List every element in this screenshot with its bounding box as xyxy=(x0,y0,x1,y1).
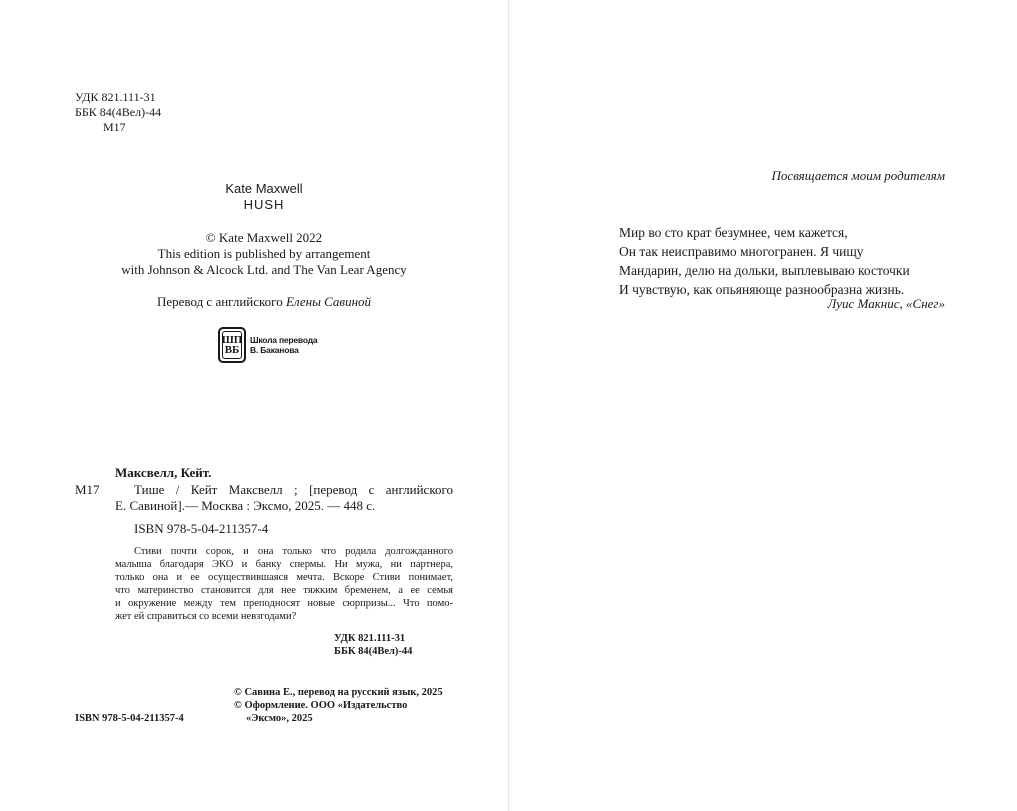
author-mark: М17 xyxy=(103,120,126,134)
catalog-entry-line-1: Тише / Кейт Максвелл ; [перевод с английского xyxy=(134,482,453,497)
publisher-logo xyxy=(218,327,317,363)
copyright-design: © Оформление. ООО «Издательство xyxy=(234,700,408,711)
annotation-line: малыша благодаря ЭКО и банку спермы. Ни мужа, ни партнера, xyxy=(115,559,453,570)
copyright-translation: © Савина Е., перевод на русский язык, 2025 xyxy=(234,687,443,698)
annotation-line: что материнство становится для нее тяжким бременем, а ее семья xyxy=(115,585,453,596)
edition-line-1: This edition is published by arrangement xyxy=(157,246,371,261)
catalog-heading: Максвелл, Кейт. xyxy=(115,465,212,480)
dedication: Посвящается моим родителям xyxy=(771,168,945,183)
annotation-line: и окружение между тем преподносят новые сюрпризы... Что помо- xyxy=(115,598,453,609)
edition-line-2: with Johnson & Alcock Ltd. and The Van Lear Agency xyxy=(121,262,407,277)
logo-mark-line-1: ШП xyxy=(221,334,243,346)
annotation-line: жет ей справиться со всеми невзгодами? xyxy=(115,611,297,622)
translator-name: Елены Савиной xyxy=(285,294,372,309)
logo-text-line-1: Школа перевода xyxy=(250,335,318,345)
original-copyright: © Kate Maxwell 2022 xyxy=(205,230,323,245)
right-page xyxy=(509,0,1017,811)
bbk-code: ББК 84(4Вел)-44 xyxy=(75,105,162,119)
left-page xyxy=(0,0,508,811)
school-logo-icon xyxy=(218,327,246,363)
translation-prefix: Перевод с английского xyxy=(156,294,286,309)
copyright-design-cont: «Эксмо», 2025 xyxy=(246,713,313,724)
epigraph-attribution: Луис Макнис, «Снег» xyxy=(827,296,945,311)
logo-mark-line-2: ВБ xyxy=(224,344,240,356)
epigraph xyxy=(619,223,910,299)
udk-code: УДК 821.111-31 xyxy=(75,90,156,104)
epigraph-line: И чувствую, как опьяняюще разнообразна жизнь. xyxy=(619,282,905,297)
epigraph-line: Мир во сто крат безумнее, чем кажется, xyxy=(619,225,848,240)
catalog-bbk: ББК 84(4Вел)-44 xyxy=(334,646,413,657)
catalog-mark: М17 xyxy=(75,482,100,497)
catalog-isbn: ISBN 978-5-04-211357-4 xyxy=(134,521,269,536)
classification-block xyxy=(75,90,161,135)
catalog-entry-line-2: Е. Савиной].— Москва : Эксмо, 2025. — 448 с. xyxy=(115,498,376,513)
annotation-line: только она и ее осуществившаяся мечта. Вскоре Стиви понимает, xyxy=(115,572,453,583)
original-title: HUSH xyxy=(243,197,285,212)
annotation xyxy=(115,545,453,623)
original-author: Kate Maxwell xyxy=(225,181,303,196)
footer-isbn: ISBN 978-5-04-211357-4 xyxy=(75,713,184,724)
translation-credit xyxy=(0,294,528,310)
epigraph-line: Он так неисправимо многогранен. Я чищу xyxy=(619,244,864,259)
epigraph-line: Мандарин, делю на дольки, выплевываю косточки xyxy=(619,263,910,278)
logo-text-line-2: В. Баканова xyxy=(250,345,299,355)
annotation-line: Стиви почти сорок, и она только что родила долгожданного xyxy=(134,546,453,557)
catalog-udk: УДК 821.111-31 xyxy=(334,633,406,644)
